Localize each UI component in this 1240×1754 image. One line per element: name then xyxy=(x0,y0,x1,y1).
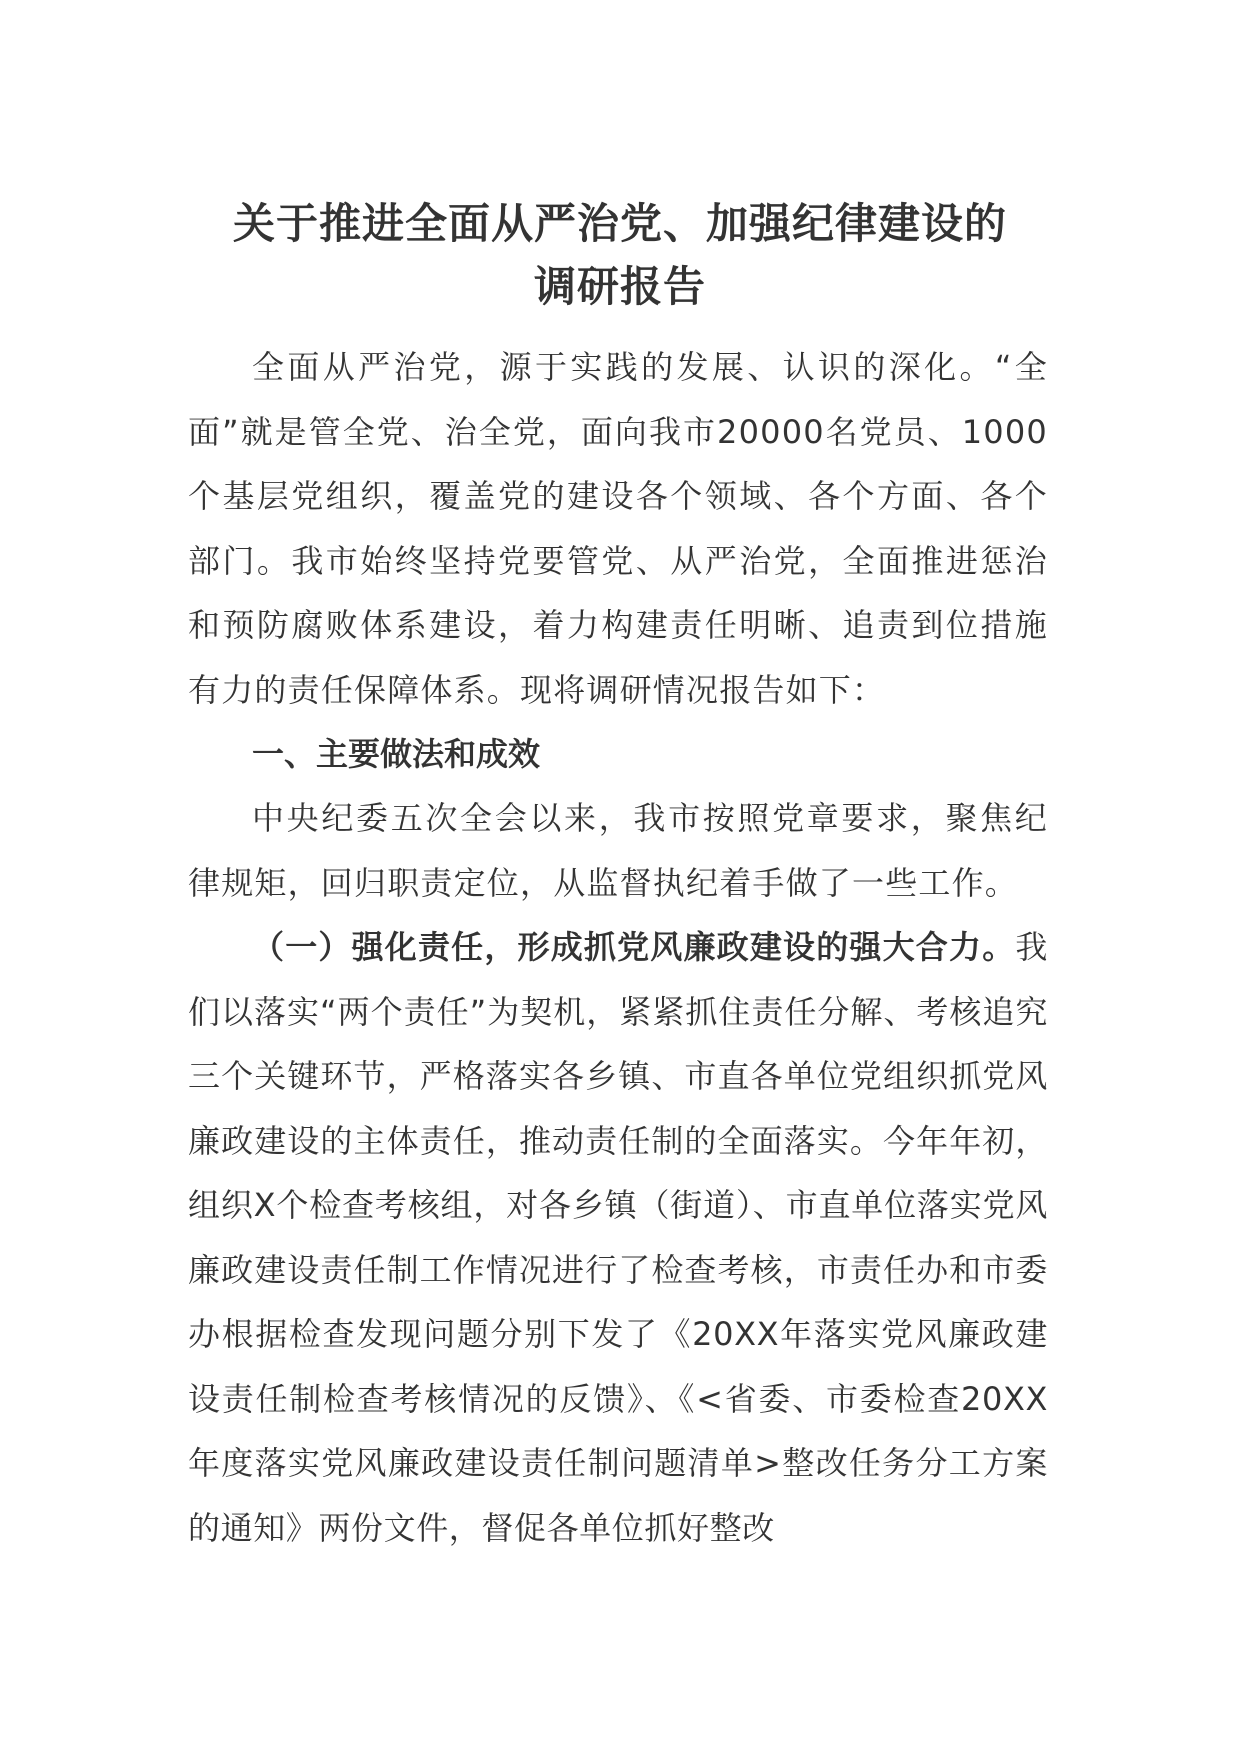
section-1-paragraph: 中央纪委五次全会以来，我市按照党章要求，聚焦纪律规矩，回归职责定位，从监督执纪着手做了一些工作。 xyxy=(188,799,1048,902)
subsection-1-heading: （一）强化责任，形成抓党风廉政建设的强大合力。 xyxy=(252,928,1016,966)
subsection-1-body: 我们以落实“两个责任”为契机，紧紧抓住责任分解、考核追究三个关键环节，严格落实各乡镇、市直各单位党组织抓党风廉政建设的主体责任，推动责任制的全面落实。今年年初，组织X个检查考核组，对各乡镇（街道）、市直单位落实党风廉政建设责任制工作情况进行了检查考核，市责任办和市委办根据检查发现问题分别下发了《20XX年落实党风廉政建设责任制检查考核情况的反馈》、《<省委、市委检查20XX年度落实党风廉政建设责任制问题清单>整改任务分工方案的通知》两份文件，督促各单位抓好整改 xyxy=(188,928,1048,1547)
subsection-1-paragraph xyxy=(188,915,1048,1560)
section-heading-1: 一、主要做法和成效 xyxy=(252,735,541,773)
intro-paragraph: 全面从严治党，源于实践的发展、认识的深化。“全面”就是管全党、治全党，面向我市20000名党员、1000个基层党组织，覆盖党的建设各个领域、各个方面、各个部门。我市始终坚持党要管党、从严治党，全面推进惩治和预防腐败体系建设，着力构建责任明晰、追责到位措施有力的责任保障体系。现将调研情况报告如下： xyxy=(188,348,1048,709)
document-title-line-1: 关于推进全面从严治党、加强纪律建设的 xyxy=(232,199,1007,248)
document-title-line-2: 调研报告 xyxy=(533,262,706,311)
